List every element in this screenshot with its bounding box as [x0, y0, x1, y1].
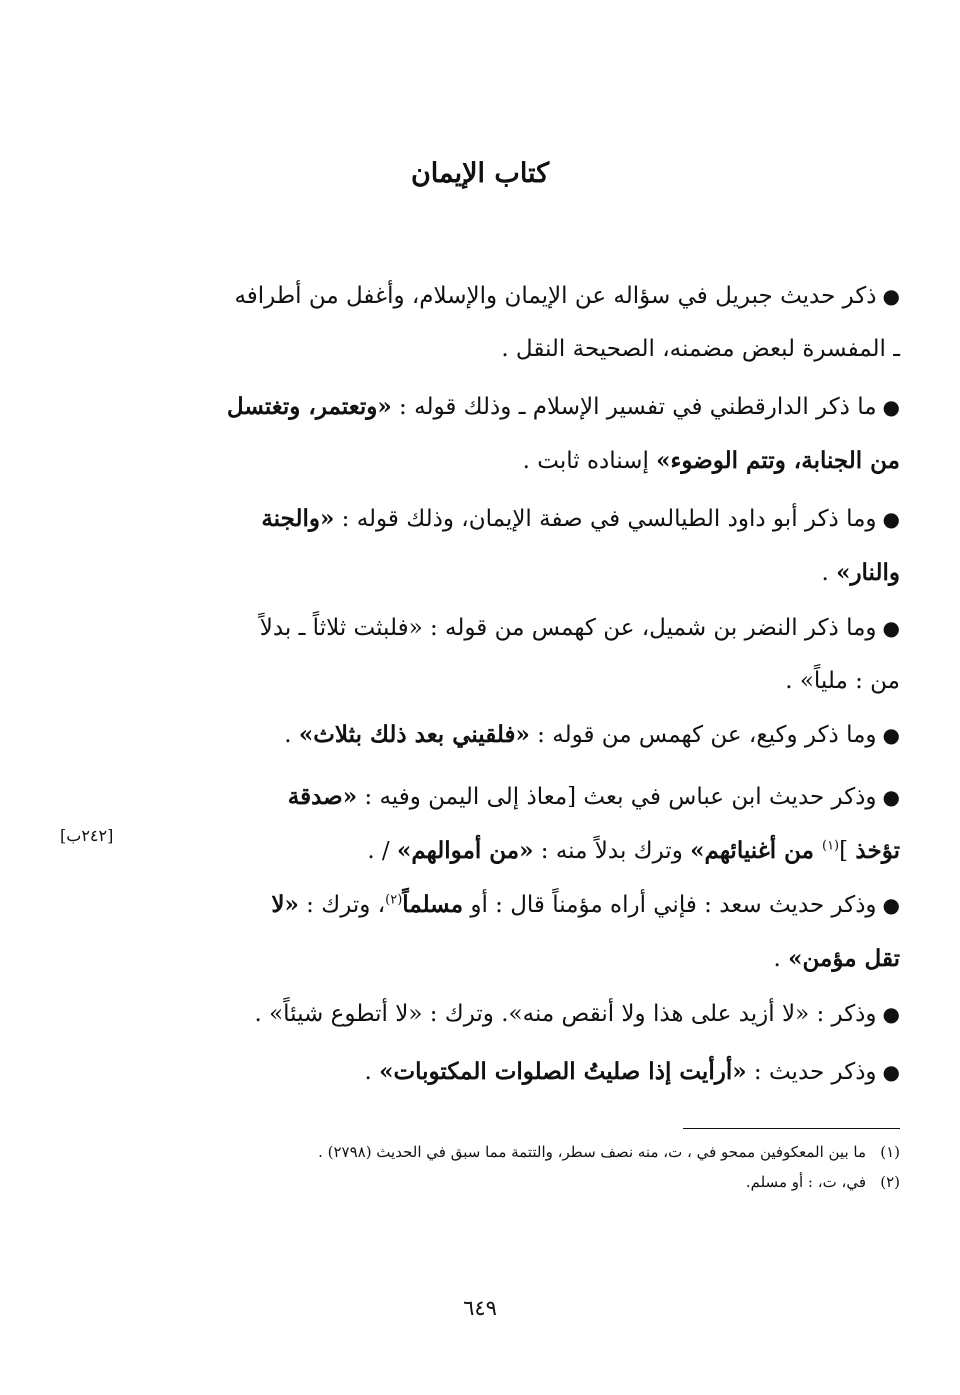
paragraph-9-line-1: ●وذكر حديث : «أرأيت إذا صليتُ الصلوات المكتوبات» .: [187, 1045, 900, 1099]
footnote-ref-1[interactable]: (١): [821, 838, 840, 854]
bullet-icon: ●: [882, 395, 900, 419]
main-text: [187, 270, 900, 1100]
paragraph-5-line-1: ●وما ذكر وكيع، عن كهمس من قوله : «فلقيني بعد ذلك بثلاث» .: [187, 708, 900, 762]
footnote-1: [60, 1140, 900, 1164]
paragraph-6: [187, 770, 900, 878]
paragraph-7-line-1: ●وذكر حديث سعد : فإني أراه مؤمناً قال : أو مسلماً$^{(٢)}$، وترك : «لا: [187, 878, 900, 932]
paragraph-4-line-1: ●وما ذكر النضر بن شميل، عن كهمس من قوله : «فلبثت ثلاثاً ـ بدلاً: [187, 602, 900, 655]
bullet-icon: ●: [882, 1060, 900, 1084]
paragraph-3-line-2: والنار» .: [821, 559, 900, 586]
paragraph-3: [187, 492, 900, 600]
bullet-icon: ●: [882, 507, 900, 531]
bullet-icon: ●: [882, 1002, 900, 1026]
paragraph-5: [187, 708, 900, 762]
footnote-2: [60, 1170, 900, 1194]
footnote-1-text: ما بين المعكوفين ممحو في ، ت، منه نصف سطر، والتتمة مما سبق في الحديث (٢٧٩٨) .: [318, 1143, 866, 1161]
footnote-divider: [683, 1128, 900, 1129]
paragraph-1: [187, 270, 900, 376]
paragraph-2-line-2: من الجنابة، وتتم الوضوء» إسناده ثابت .: [522, 447, 900, 474]
paragraph-8: [187, 988, 900, 1041]
paragraph-2-line-1: ●ما ذكر الدارقطني في تفسير الإسلام ـ وذلك قوله : «وتعتمر، وتغتسل: [187, 380, 900, 434]
manuscript-folio-marker: [٢٤٢ب]: [60, 826, 114, 845]
paragraph-7-line-2: تقل مؤمن» .: [773, 945, 900, 972]
bullet-icon: ●: [882, 893, 900, 917]
footnote-2-number: (٢): [880, 1173, 900, 1191]
paragraph-6-line-2: تؤخذ ]$^{(١)}$ من أغنيائهم» وترك بدلاً منه : «من أموالهم» / .: [367, 837, 900, 864]
paragraph-3-line-1: ●وما ذكر أبو داود الطيالسي في صفة الإيمان، وذلك قوله : «والجنة: [187, 492, 900, 546]
bullet-icon: ●: [882, 616, 900, 640]
paragraph-6-line-1: ●وذكر حديث ابن عباس في بعث [معاذ إلى اليمن وفيه : «صدقة: [187, 770, 900, 824]
bullet-icon: ●: [882, 723, 900, 747]
paragraph-7: [187, 878, 900, 986]
paragraph-4: [187, 602, 900, 708]
footnote-1-number: (١): [880, 1143, 900, 1161]
paragraph-1-line-1: ●ذكر حديث جبريل في سؤاله عن الإيمان والإسلام، وأغفل من أطرافه: [187, 270, 900, 323]
bullet-icon: ●: [882, 284, 900, 308]
footnote-2-text: في، ت، : أو مسلم.: [745, 1173, 866, 1191]
chapter-title: كتاب الإيمان: [410, 158, 550, 189]
page-number: ٦٤٩: [463, 1296, 497, 1320]
paragraph-4-line-2: من : ملياً» .: [785, 668, 900, 694]
paragraph-1-line-2: ـ المفسرة لبعض مضمنه، الصحيحة النقل .: [501, 336, 900, 362]
paragraph-2: [187, 380, 900, 488]
bullet-icon: ●: [882, 785, 900, 809]
paragraph-9: [187, 1045, 900, 1099]
paragraph-8-line-1: ●وذكر : «لا أزيد على هذا ولا أنقص منه». وترك : «لا أتطوع شيئاً» .: [187, 988, 900, 1041]
footnote-ref-2[interactable]: (٢): [385, 892, 403, 908]
